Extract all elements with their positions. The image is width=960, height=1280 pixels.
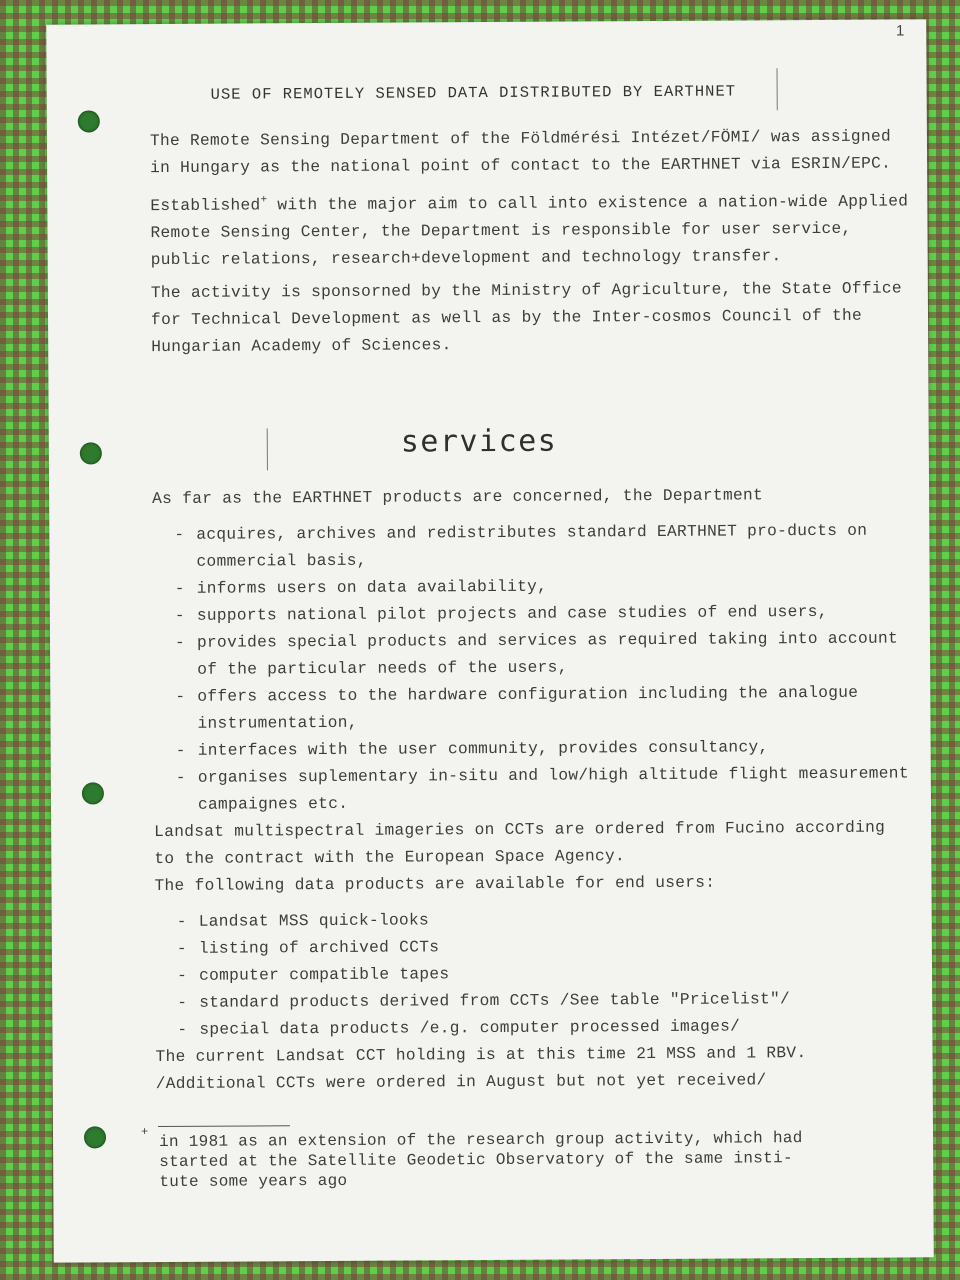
list-dash: - (175, 741, 186, 760)
footnote-reference-mark: + (260, 194, 268, 207)
list-item-text: standard products derived from CCTs /See table "Pricelist"/ (199, 990, 791, 1012)
list-item-text: informs users on data availability, (196, 577, 548, 598)
products-list (155, 904, 916, 1044)
list-dash: - (174, 525, 185, 544)
list-dash: - (174, 579, 185, 598)
intro-paragraph-2 (150, 183, 911, 274)
list-item (153, 625, 913, 684)
list-item-text: organises suplementary in-situ and low/high altitude flight measurement campaignes etc. (197, 764, 909, 814)
punch-hole (82, 782, 104, 804)
footnote-rule (158, 1125, 290, 1127)
punch-hole (80, 442, 102, 464)
holding-note: /Additional CCTs were ordered in August but not yet received/ (155, 1071, 767, 1094)
section-heading-services: services (400, 423, 558, 460)
intro-section (150, 123, 911, 361)
footnote-text: in 1981 as an extension of the research group activity, which had started at the Satellite Geodetic Observatory of the same insti- tute some years ago (158, 1129, 803, 1192)
list-dash: - (176, 939, 187, 958)
list-item (153, 679, 913, 738)
list-item-text: Landsat MSS quick-looks (198, 911, 430, 931)
list-dash: - (177, 1020, 188, 1039)
list-item-text: special data products /e.g. computer processed images/ (199, 1017, 741, 1039)
list-item (155, 1012, 915, 1044)
list-item (154, 760, 914, 819)
services-lead: As far as the EARTHNET products are concerned, the Department (152, 486, 764, 509)
footnote-mark: + (140, 1125, 149, 1140)
page-title: USE OF REMOTELY SENSED DATA DISTRIBUTED BY EARTHNET (210, 82, 737, 104)
list-item-text: supports national pilot projects and case studies of end users, (196, 602, 828, 625)
document-page (46, 19, 934, 1262)
intro-paragraph-3: The activity is sponsorned by the Ministry of Agriculture, the State Office for Technical Development as well as by the Inter-cosmos Council of the Hungarian Academy of Sciences. (150, 279, 902, 357)
list-dash: - (175, 687, 186, 706)
list-item (152, 517, 912, 576)
intro-paragraph-2-lead: Established (150, 196, 261, 216)
services-list (152, 517, 914, 819)
holding-paragraph: The current Landsat CCT holding is at this time 21 MSS and 1 RBV. (155, 1044, 807, 1067)
list-item-text: interfaces with the user community, provides consultancy, (197, 738, 769, 760)
list-dash: - (176, 966, 188, 985)
punch-hole (78, 110, 100, 132)
list-dash: - (174, 633, 186, 652)
list-item-text: provides special products and services as required taking into account of the particular needs of the users, (196, 629, 899, 679)
intro-paragraph-1: The Remote Sensing Department of the Földmérési Intézet/FÖMI/ was assigned in Hungary as the national point of contact to the EARTHNET via ESRIN/EPC. (149, 127, 892, 178)
page-number: 1 (895, 22, 905, 40)
heading-margin-rule (267, 428, 268, 470)
list-dash: - (174, 606, 185, 625)
intro-paragraph-2-rest: with the major aim to call into existence a nation-wide Applied Remote Sensing Center, the Department is responsible for user service, public relations, research+development and technology transfer. (150, 192, 909, 270)
list-dash: - (175, 768, 186, 787)
list-item-text: listing of archived CCTs (198, 938, 440, 958)
punch-hole (84, 1126, 106, 1148)
title-margin-rule (777, 68, 778, 110)
list-dash: - (176, 912, 187, 931)
list-dash: - (177, 993, 188, 1012)
products-lead: The following data products are available for end users: (154, 873, 716, 896)
list-item-text: offers access to the hardware configuration including the analogue instrumentation, (197, 683, 859, 733)
list-item-text: acquires, archives and redistributes standard EARTHNET pro-ducts on commercial basis, (196, 521, 868, 571)
list-item-text: computer compatible tapes (198, 965, 450, 985)
services-section (152, 481, 916, 1098)
landsat-paragraph: Landsat multispectral imageries on CCTs are ordered from Fucino according to the contract with the European Space Agency. (154, 818, 886, 869)
